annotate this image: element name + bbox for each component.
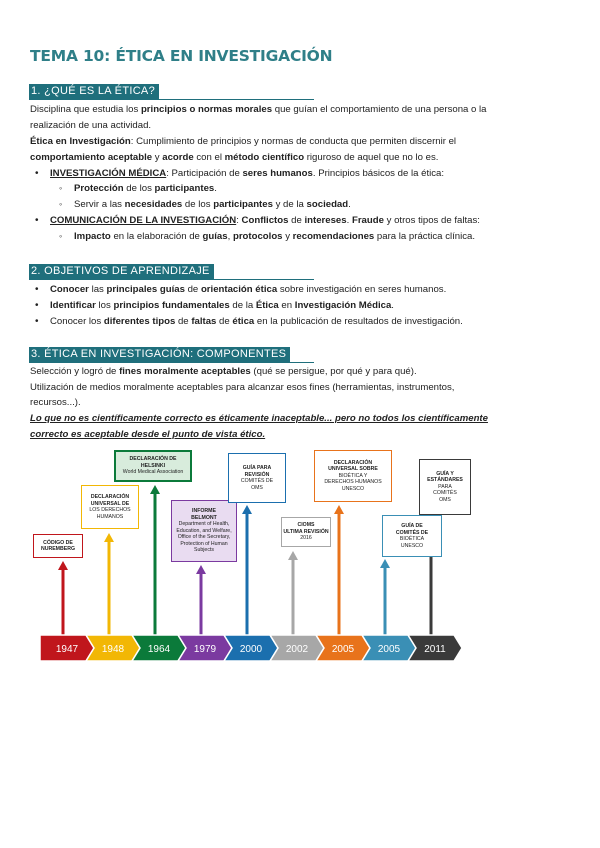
timeline-event-text: DECLARACIÓN [90, 494, 130, 500]
timeline-event-text: COMITÉS DE [240, 478, 274, 484]
timeline-event-text: Subjects [194, 547, 214, 554]
timeline-event-text: INFORME [192, 508, 216, 515]
timeline-event-box [228, 453, 286, 503]
section-3-heading: 3. ÉTICA EN INVESTIGACIÓN: COMPONENTES [29, 347, 290, 362]
timeline-year-label: 1948 [101, 644, 125, 655]
components-text: Selección y logró de fines moralmente aceptables (qué se persigue, por qué y para qué). Utilización de medios moralmente aceptables para alcanzar esos fines (herramientas, instrumentos, recursos...). [30, 366, 455, 408]
section-3-rule [29, 362, 314, 363]
timeline-year-label: 1964 [147, 644, 171, 655]
timeline-event-text: DECLARACIÓN [333, 459, 373, 466]
timeline-event-box [419, 459, 471, 515]
timeline-event-text: UNESCO [341, 485, 365, 492]
timeline-event-text: UNIVERSAL SOBRE [328, 466, 378, 473]
timeline-event-text: LOS DERECHOS [89, 507, 131, 513]
timeline-event-text: ESTÁNDARES [427, 477, 463, 484]
timeline-year-label: 1979 [193, 644, 217, 655]
timeline-year-label: 2002 [285, 644, 309, 655]
ethics-timeline-figure [28, 447, 484, 667]
timeline-event-text: DECLARACIÓN DE [129, 456, 177, 463]
timeline-event-text: REVISIÓN [244, 471, 270, 478]
sub-bullet-protection: ◦ Protección de los participantes. [74, 181, 574, 197]
timeline-event-text: OMS [251, 484, 263, 491]
timeline-event-text: ULTIMA REVISIÓN [283, 528, 329, 535]
timeline-event-box [114, 450, 192, 482]
timeline-event-text: HUMANOS [96, 513, 124, 520]
timeline-year-label: 1947 [55, 644, 79, 655]
timeline-event-text: PARA [438, 483, 452, 490]
timeline-event-box [382, 515, 442, 557]
timeline-year-label: 2000 [239, 644, 263, 655]
timeline-event-text: CIOMS [297, 522, 315, 529]
timeline-event-text: GUÍA PARA [242, 465, 272, 471]
timeline-event-text: OMS [439, 496, 451, 503]
timeline-event-text: CÓDIGO DE [43, 539, 73, 546]
timeline-year-label: 2005 [331, 644, 355, 655]
timeline-event-text: COMITÉS [433, 490, 457, 497]
timeline-event-text: BIOÉTICA [399, 536, 425, 542]
timeline-event-text: 2016 [300, 535, 312, 542]
sub-bullet-impact: ◦ Impacto en la elaboración de guías, protocolos y recomendaciones para la práctica clínica. [74, 229, 574, 245]
timeline-event-text: GUÍA DE [401, 523, 423, 529]
section-1-heading: 1. ¿QUÉ ES LA ÉTICA? [29, 84, 159, 99]
emphasis-statement: Lo que no es científicamente correcto es éticamente inaceptable... pero no todos los científicamente correcto es aceptable desde el punto de vista ético. [30, 413, 488, 440]
ethics-definition: Disciplina que estudia los principios o normas morales que guían el comportamiento de una persona o la realización de una actividad. [30, 104, 487, 131]
timeline-year-label: 2005 [377, 644, 401, 655]
objective-1: • Conocer las principales guías de orientación ética sobre investigación en seres humanos. [50, 282, 575, 298]
timeline-event-text: UNIVERSAL DE [90, 500, 130, 507]
timeline-event-text: Protection of Human [180, 540, 228, 547]
objective-3: • Conocer los diferentes tipos de faltas de ética en la publicación de resultados de investigación. [50, 314, 575, 330]
timeline-event-box [81, 485, 139, 529]
section-2-rule [29, 279, 314, 280]
timeline-event-text: BELMONT [191, 514, 217, 521]
timeline-year-label: 2011 [424, 644, 446, 655]
timeline-event-text: World Medical Association [122, 469, 184, 476]
timeline-event-text: Department of Health, [178, 521, 230, 528]
timeline-event-text: DERECHOS HUMANOS [324, 479, 382, 486]
page-title: TEMA 10: ÉTICA EN INVESTIGACIÓN [30, 47, 333, 65]
sub-bullet-needs: ◦ Servir a las necesidades de los participantes y de la sociedad. [74, 197, 574, 213]
timeline-event-text: NUREMBERG [40, 546, 75, 552]
objective-2: • Identificar los principios fundamentales de la Ética en Investigación Médica. [50, 298, 575, 314]
timeline-event-box [171, 500, 237, 562]
section-2-heading: 2. OBJETIVOS DE APRENDIZAJE [29, 264, 214, 279]
section-1-rule [29, 99, 314, 100]
timeline-event-box [314, 450, 392, 502]
timeline-event-text: Education, and Welfare, [176, 527, 232, 534]
research-ethics-definition: Ética en Investigación: Cumplimiento de principios y normas de conducta que permiten discernir el comportamiento aceptable y acorde con el método científico riguroso de aquel que no lo es. [30, 136, 457, 163]
bullet-research-communication: • COMUNICACIÓN DE LA INVESTIGACIÓN: Conflictos de intereses. Fraude y otros tipos de faltas: [50, 213, 575, 229]
timeline-event-text: BIOÉTICA Y [338, 472, 368, 479]
timeline-event-box [33, 534, 83, 558]
timeline-event-text: Office of the Secretary, [177, 534, 231, 541]
bullet-medical-research: • INVESTIGACIÓN MÉDICA: Participación de seres humanos. Principios básicos de la ética: [50, 166, 575, 182]
timeline-event-text: COMITÉS DE [395, 529, 429, 536]
timeline-event-text: UNESCO [400, 542, 424, 549]
timeline-event-text: HELSINKI [140, 462, 166, 469]
timeline-event-box [281, 517, 331, 547]
timeline-event-text: GUÍA Y [436, 470, 454, 477]
